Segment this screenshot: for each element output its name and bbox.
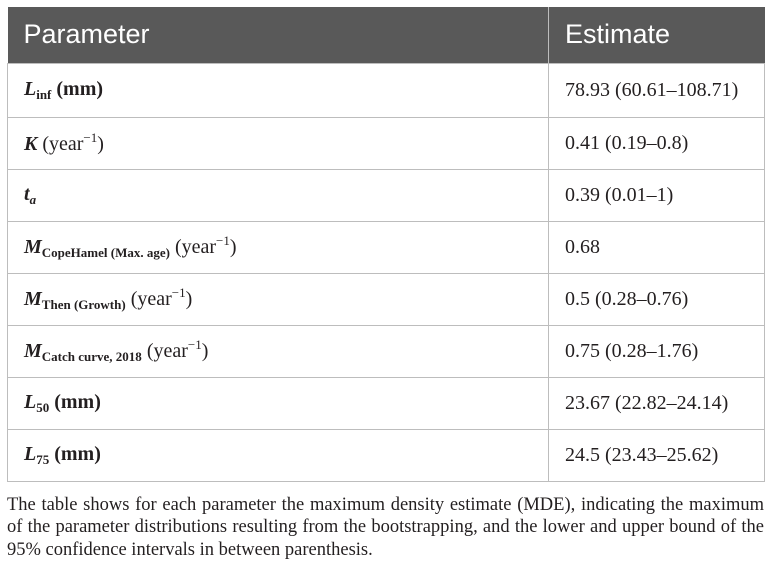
parameter-subscript: Catch curve, 2018 [41, 349, 142, 364]
parameter-cell [8, 221, 549, 273]
parameter-symbol: M [24, 340, 42, 362]
parameter-symbol: L [24, 77, 37, 100]
parameter-subscript: inf [36, 86, 52, 102]
unit-exponent: −1 [216, 233, 230, 248]
parameter-cell [8, 377, 549, 429]
table-container [7, 7, 764, 561]
estimate-cell: 0.75 (0.28–1.76) [549, 325, 765, 377]
header-parameter: Parameter [8, 7, 549, 63]
header-estimate: Estimate [549, 7, 765, 63]
parameter-unit: (year [174, 236, 217, 258]
table-row [8, 273, 765, 325]
estimate-cell: 0.68 [549, 221, 765, 273]
table-row [8, 325, 765, 377]
table-row [8, 221, 765, 273]
parameter-table [7, 7, 765, 482]
unit-exponent: −1 [83, 130, 98, 145]
parameter-subscript: Then (Growth) [41, 297, 126, 312]
unit-close: ) [185, 288, 193, 310]
estimate-cell: 78.93 (60.61–108.71) [549, 63, 765, 117]
parameter-symbol: t [24, 182, 30, 205]
parameter-symbol: M [24, 236, 42, 258]
parameter-cell [8, 117, 549, 169]
parameter-unit: (year [130, 288, 172, 310]
parameter-subscript: CopeHamel (Max. age) [41, 245, 170, 260]
estimate-cell: 0.41 (0.19–0.8) [549, 117, 765, 169]
table-row [8, 117, 765, 169]
estimate-cell: 0.5 (0.28–0.76) [549, 273, 765, 325]
unit-close: ) [229, 236, 237, 258]
parameter-cell [8, 429, 549, 481]
table-row [8, 377, 765, 429]
parameter-symbol: K [24, 133, 38, 155]
estimate-cell: 23.67 (22.82–24.14) [549, 377, 765, 429]
parameter-symbol: M [24, 288, 42, 310]
parameter-unit: (year [146, 340, 188, 362]
parameter-cell [8, 63, 549, 117]
table-header-row [8, 7, 765, 63]
table-row [8, 63, 765, 117]
table-row [8, 429, 765, 481]
table-row [8, 169, 765, 221]
parameter-cell [8, 169, 549, 221]
parameter-symbol: L [24, 442, 37, 465]
unit-close: ) [97, 133, 104, 155]
parameter-symbol: L [24, 390, 37, 413]
parameter-subscript: a [29, 191, 37, 207]
unit-close: ) [201, 340, 209, 362]
parameter-unit: (mm) [56, 77, 104, 100]
parameter-unit: (mm) [54, 390, 101, 413]
table-caption: The table shows for each parameter the maximum density estimate (MDE), indicating the maximum of the parameter distributions resulting from the bootstrapping, and the lower and upper bound of the 95% confidence intervals in between parenthesis. [7, 494, 764, 560]
parameter-subscript: 50 [36, 399, 50, 415]
parameter-unit: (mm) [54, 442, 101, 465]
unit-exponent: −1 [187, 337, 202, 352]
parameter-unit: (year [42, 133, 84, 155]
parameter-cell [8, 273, 549, 325]
estimate-cell: 0.39 (0.01–1) [549, 169, 765, 221]
parameter-cell [8, 325, 549, 377]
unit-exponent: −1 [171, 285, 186, 300]
parameter-subscript: 75 [36, 451, 50, 467]
estimate-cell: 24.5 (23.43–25.62) [549, 429, 765, 481]
